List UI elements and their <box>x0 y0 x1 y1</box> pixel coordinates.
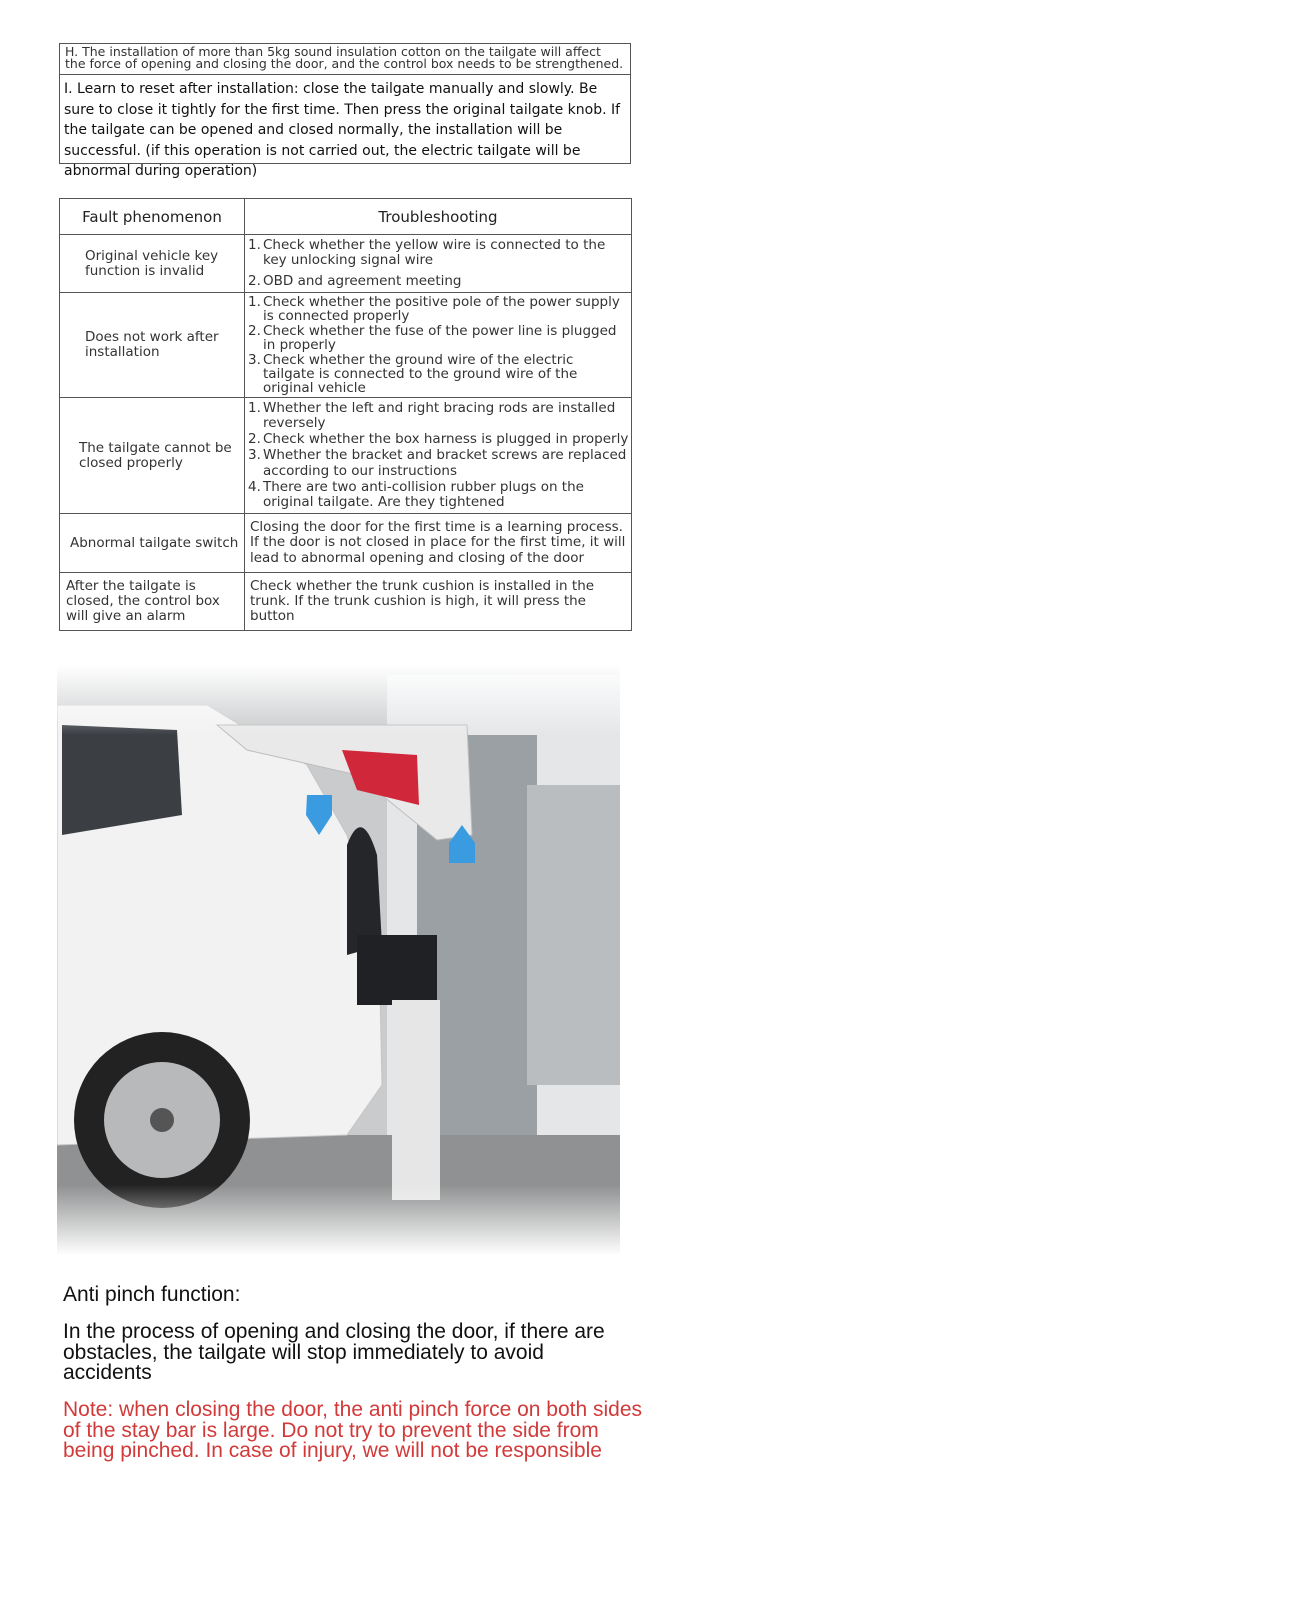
list-item: 2. Check whether the fuse of the power line is plugged in properly <box>248 323 617 353</box>
photo-illustration <box>57 665 620 1255</box>
list-item: 4. There are two anti-collision rubber plugs on the original tailgate. Are they tightened <box>248 478 584 510</box>
table-row <box>60 573 632 631</box>
list-item: 3. Check whether the ground wire of the electric tailgate is connected to the ground wire of the original vehicle <box>248 352 578 396</box>
person-jacket <box>357 935 437 1005</box>
header-troubleshooting: Troubleshooting <box>245 199 632 235</box>
table-row <box>60 398 632 514</box>
table-row <box>60 514 632 573</box>
table-header-row <box>60 199 632 235</box>
table-row <box>60 293 632 398</box>
list-item: 3. Whether the bracket and bracket screws are replaced according to our instructions <box>248 447 627 479</box>
photo-fade-bottom <box>57 1185 620 1255</box>
tailgate-photo <box>57 665 620 1255</box>
anti-pinch-heading: Anti pinch function: <box>63 1283 241 1306</box>
troubleshooting-cell: Check whether the trunk cushion is installed in the trunk. If the trunk cushion is high, it will press the button <box>245 573 632 631</box>
phenomenon-cell: After the tailgate is closed, the control box will give an alarm <box>60 573 245 631</box>
troubleshooting-cell <box>245 235 632 293</box>
list-item: 1. Whether the left and right bracing rods are installed reversely <box>248 399 616 431</box>
note-i-text: I. Learn to reset after installation: close the tailgate manually and slowly. Be sure to close it tightly for the first time. Then press the original tailgate knob. If the tailgate can be opened and closed normally, the installation will be successful. (if this operation is not carried out, the electric tailgate will be abnormal during operation) <box>64 81 621 179</box>
anti-pinch-warning-note: Note: when closing the door, the anti pinch force on both sides of the stay bar is large. Do not try to prevent the side from being pinched. In case of injury, we will not be responsible <box>63 1398 643 1462</box>
photo-fade-top <box>57 665 620 735</box>
person-pants <box>392 1000 440 1200</box>
anti-pinch-description: In the process of opening and closing the door, if there are obstacles, the tailgate will stop immediately to avoid accidents <box>63 1320 605 1384</box>
note-i-reset-learning <box>59 74 631 179</box>
phenomenon-cell: Does not work after installation <box>60 293 245 398</box>
list-item: 1. Check whether the yellow wire is connected to the key unlocking signal wire <box>248 237 606 269</box>
list-item: 2. Check whether the box harness is plugged in properly <box>248 431 629 448</box>
troubleshooting-cell <box>245 293 632 398</box>
phenomenon-cell: Original vehicle key function is invalid <box>60 235 245 293</box>
list-item: 1. Check whether the positive pole of the power supply is connected properly <box>248 294 620 324</box>
wheel-hub <box>150 1108 174 1132</box>
fault-troubleshooting-table <box>59 198 632 631</box>
troubleshooting-cell: Closing the door for the first time is a learning process. If the door is not closed in place for the first time, it will lead to abnormal opening and closing of the door <box>245 514 632 573</box>
table-row <box>60 235 632 293</box>
phenomenon-cell: The tailgate cannot be closed properly <box>60 398 245 514</box>
note-h-insulation <box>59 43 631 74</box>
header-fault-phenomenon: Fault phenomenon <box>60 199 245 235</box>
phenomenon-cell: Abnormal tailgate switch <box>60 514 245 573</box>
list-item: 2. OBD and agreement meeting <box>248 272 462 289</box>
troubleshooting-cell <box>245 398 632 514</box>
note-h-text: H. The installation of more than 5kg sound insulation cotton on the tailgate will affect the force of opening and closing the door, and the control box needs to be strengthened. <box>65 44 624 71</box>
metal-gate <box>527 785 620 1085</box>
